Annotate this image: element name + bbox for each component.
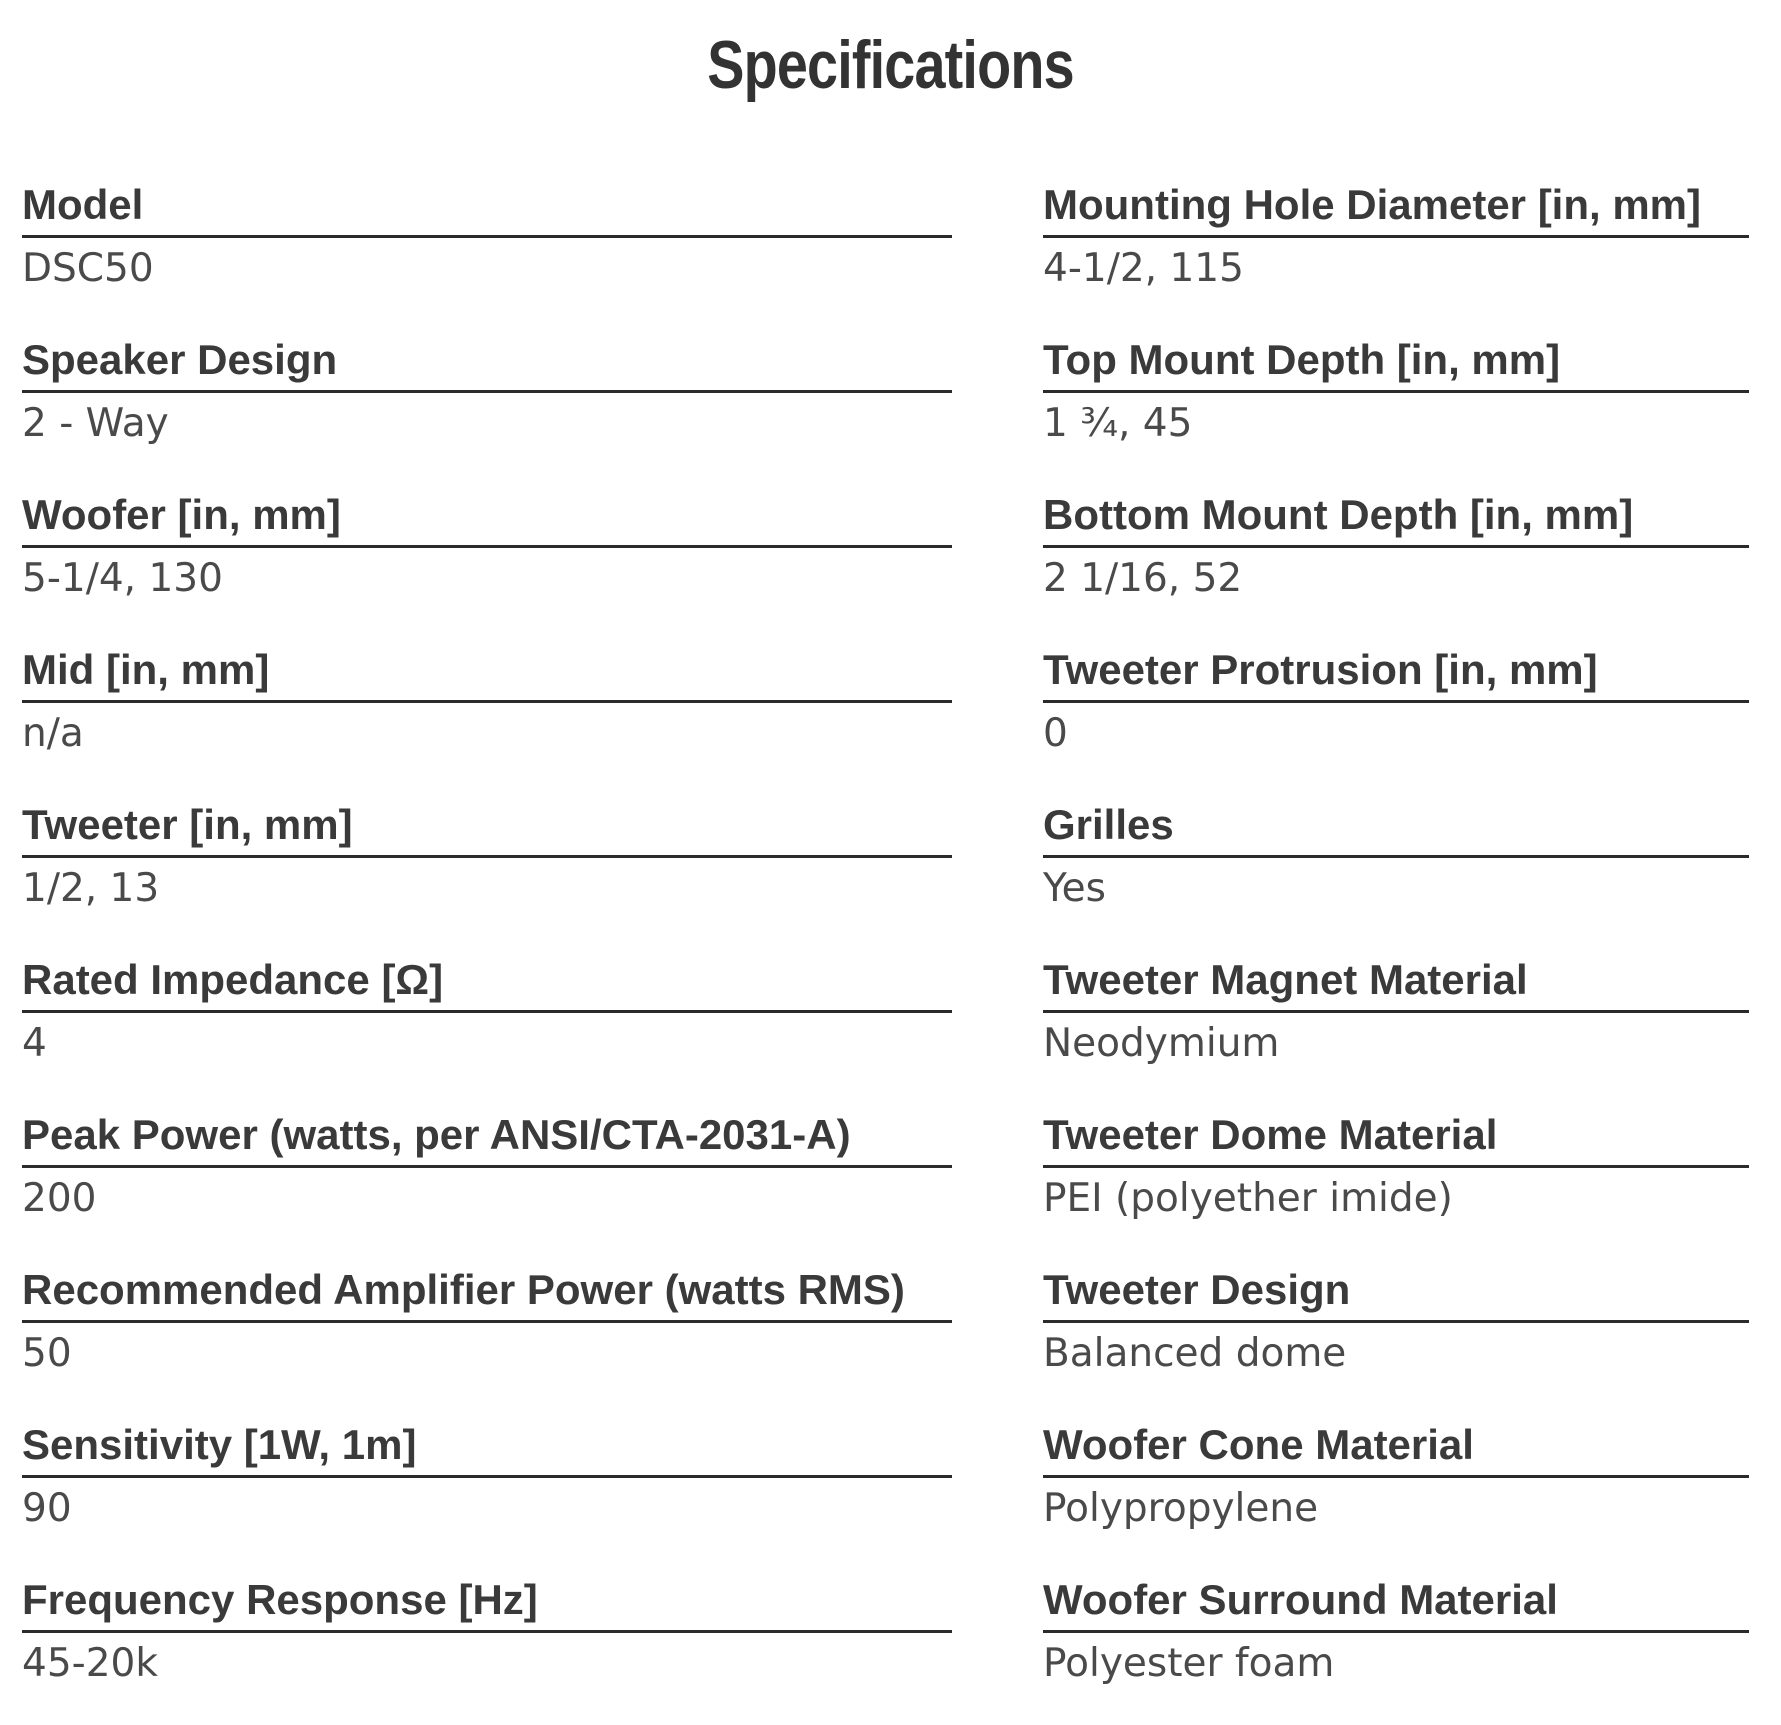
spec-value: PEI (polyether imide) (1043, 1176, 1453, 1221)
specs-left-column (22, 175, 952, 1725)
spec-label: Rated Impedance [Ω] (22, 950, 952, 1013)
spec-value: 0 (1043, 711, 1068, 756)
spec-bottom-mount-depth (1043, 485, 1749, 640)
spec-value: 1/2, 13 (22, 866, 160, 911)
spec-value: 200 (22, 1176, 97, 1221)
spec-value: Polypropylene (1043, 1486, 1319, 1531)
spec-woofer-size (22, 485, 952, 640)
spec-value: Neodymium (1043, 1021, 1280, 1066)
spec-tweeter-magnet-material (1043, 950, 1749, 1105)
spec-rated-impedance (22, 950, 952, 1105)
spec-label: Woofer Cone Material (1043, 1415, 1749, 1478)
spec-woofer-cone-material (1043, 1415, 1749, 1570)
spec-label: Grilles (1043, 795, 1749, 858)
specs-right-column (1043, 175, 1749, 1725)
spec-label: Model (22, 175, 952, 238)
spec-label: Tweeter Magnet Material (1043, 950, 1749, 1013)
spec-label: Tweeter Dome Material (1043, 1105, 1749, 1168)
spec-value: DSC50 (22, 246, 154, 291)
spec-value: 2 1/16, 52 (1043, 556, 1243, 601)
page-title: Specifications (707, 27, 1074, 103)
spec-model (22, 175, 952, 330)
spec-value: 4 (22, 1021, 47, 1066)
spec-label: Bottom Mount Depth [in, mm] (1043, 485, 1749, 548)
spec-label: Tweeter Protrusion [in, mm] (1043, 640, 1749, 703)
spec-grilles (1043, 795, 1749, 950)
spec-mounting-hole-diameter (1043, 175, 1749, 330)
spec-label: Tweeter [in, mm] (22, 795, 952, 858)
spec-value: 5-1/4, 130 (22, 556, 223, 601)
spec-label: Woofer [in, mm] (22, 485, 952, 548)
spec-value: n/a (22, 711, 84, 756)
spec-label: Mounting Hole Diameter [in, mm] (1043, 175, 1749, 238)
spec-value: 90 (22, 1486, 72, 1531)
spec-value: 4-1/2, 115 (1043, 246, 1244, 291)
spec-label: Frequency Response [Hz] (22, 1570, 952, 1633)
spec-label: Sensitivity [1W, 1m] (22, 1415, 952, 1478)
spec-woofer-surround-material (1043, 1570, 1749, 1725)
spec-frequency-response (22, 1570, 952, 1725)
spec-peak-power (22, 1105, 952, 1260)
spec-recommended-amplifier-power (22, 1260, 952, 1415)
spec-label: Speaker Design (22, 330, 952, 393)
spec-value: Yes (1043, 866, 1106, 911)
spec-value: 1 ¾, 45 (1043, 401, 1193, 446)
spec-tweeter-protrusion (1043, 640, 1749, 795)
spec-sensitivity (22, 1415, 952, 1570)
spec-value: Balanced dome (1043, 1331, 1347, 1376)
spec-label: Woofer Surround Material (1043, 1570, 1749, 1633)
spec-value: 2 - Way (22, 401, 169, 446)
spec-top-mount-depth (1043, 330, 1749, 485)
spec-tweeter-design (1043, 1260, 1749, 1415)
spec-value: 45-20k (22, 1641, 158, 1686)
spec-mid-size (22, 640, 952, 795)
spec-label: Tweeter Design (1043, 1260, 1749, 1323)
spec-tweeter-dome-material (1043, 1105, 1749, 1260)
spec-value: 50 (22, 1331, 72, 1376)
spec-label: Mid [in, mm] (22, 640, 952, 703)
spec-label: Recommended Amplifier Power (watts RMS) (22, 1260, 952, 1323)
spec-tweeter-size (22, 795, 952, 950)
spec-label: Top Mount Depth [in, mm] (1043, 330, 1749, 393)
spec-speaker-design (22, 330, 952, 485)
spec-label: Peak Power (watts, per ANSI/CTA-2031-A) (22, 1105, 952, 1168)
spec-value: Polyester foam (1043, 1641, 1335, 1686)
